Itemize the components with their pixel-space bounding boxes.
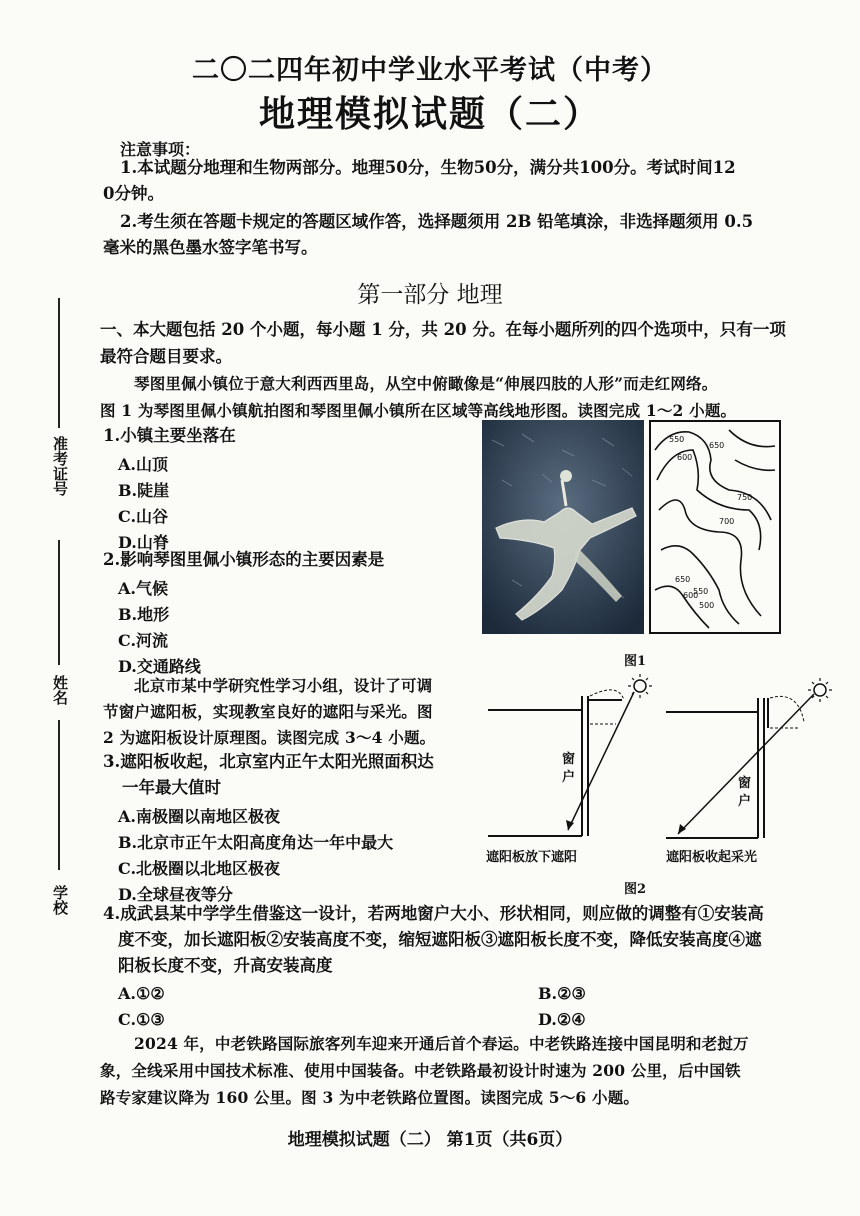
q4-option-c: C.①③ bbox=[118, 1010, 165, 1029]
contour-label-5: 750 bbox=[737, 493, 753, 502]
exam-title: 二〇二四年初中学业水平考试（中考） bbox=[192, 55, 668, 86]
q4-option-d: D.②④ bbox=[538, 1010, 586, 1029]
contour-label-6: 650 bbox=[675, 575, 691, 584]
paper-title: 地理模拟试题（二） bbox=[258, 93, 601, 135]
side-line-1 bbox=[58, 298, 60, 428]
contour-label-8: 550 bbox=[693, 587, 709, 596]
q3-option-b: B.北京市正午太阳高度角达一年中最大 bbox=[118, 833, 394, 852]
contour-label-3: 650 bbox=[709, 441, 725, 450]
q3-stem-a: 3.遮阳板收起，北京室内正午太阳光照面积达 bbox=[103, 752, 434, 771]
notes-heading: 注意事项： bbox=[120, 140, 201, 159]
fig2-right-window-char2: 户 bbox=[738, 794, 752, 809]
q4-stem-a: 4.成武县某中学学生借鉴这一设计，若两地窗户大小、形状相同，则应做的调整有①安装高 bbox=[103, 904, 764, 923]
passage3-line3: 路专家建议降为 160 公里。图 3 为中老铁路位置图。读图完成 5～6 小题。 bbox=[100, 1088, 640, 1107]
page-footer: 地理模拟试题（二） 第1页（共6页） bbox=[287, 1130, 573, 1150]
fig2-left-label: 遮阳板放下遮阳 bbox=[486, 850, 578, 865]
fig2-left-window-char2: 户 bbox=[562, 770, 576, 785]
q4-stem-c: 阳板长度不变，升高安装高度 bbox=[118, 956, 333, 975]
q2-option-c: C.河流 bbox=[118, 631, 169, 650]
q2-option-d: D.交通路线 bbox=[118, 657, 201, 676]
contour-label-9: 500 bbox=[699, 601, 715, 610]
contour-label-1: 550 bbox=[669, 435, 685, 444]
fig2-right-diagram bbox=[664, 672, 844, 842]
note-2b: 毫米的黑色墨水签字笔书写。 bbox=[103, 238, 318, 257]
passage3-line1: 2024 年，中老铁路国际旅客列车迎来开通后首个春运。中老铁路连接中国昆明和老挝万 bbox=[134, 1034, 749, 1053]
fig2-right-label: 遮阳板收起采光 bbox=[666, 850, 758, 865]
q1-option-d: D.山脊 bbox=[118, 533, 169, 552]
side-label-school: 学校 bbox=[51, 885, 69, 915]
note-2a: 2.考生须在答题卡规定的答题区域作答，选择题须用 2B 铅笔填涂，非选择题须用 0.5 bbox=[120, 212, 754, 231]
passage2-line3: 2 为遮阳板设计原理图。读图完成 3～4 小题。 bbox=[103, 728, 436, 747]
section-title: 第一部分 地理 bbox=[357, 282, 503, 308]
fig2-caption: 图2 bbox=[624, 882, 647, 897]
q2-option-b: B.地形 bbox=[118, 605, 170, 624]
q4-option-b: B.②③ bbox=[538, 984, 586, 1003]
fig2-left-window-char1: 窗 bbox=[562, 752, 576, 767]
q4-stem-b: 度不变，加长遮阳板②安装高度不变，缩短遮阳板③遮阳板长度不变，降低安装高度④遮 bbox=[118, 930, 762, 949]
fig1-caption: 图1 bbox=[624, 654, 647, 669]
q3-option-a: A.南极圈以南地区极夜 bbox=[118, 807, 280, 826]
q2-stem: 2.影响琴图里佩小镇形态的主要因素是 bbox=[103, 550, 385, 569]
side-line-2 bbox=[58, 540, 60, 665]
fig1-aerial-photo bbox=[482, 420, 644, 634]
passage2-line2: 节窗户遮阳板，实现教室良好的遮阳与采光。图 bbox=[103, 702, 433, 721]
q1-option-b: B.陡崖 bbox=[118, 481, 170, 500]
q1-option-c: C.山谷 bbox=[118, 507, 169, 526]
q3-option-c: C.北极圈以北地区极夜 bbox=[118, 859, 281, 878]
passage3-line2: 象，全线采用中国技术标准、使用中国装备。中老铁路最初设计时速为 200 公里，后中国铁 bbox=[100, 1061, 741, 1080]
q3-stem-b: 一年最大值时 bbox=[122, 778, 221, 797]
contour-label-4: 700 bbox=[719, 517, 735, 526]
q3-option-d: D.全球昼夜等分 bbox=[118, 885, 233, 904]
contour-label-2: 600 bbox=[677, 453, 693, 462]
note-1b: 0分钟。 bbox=[103, 184, 164, 203]
q4-option-a: A.①② bbox=[118, 984, 165, 1003]
q1-option-a: A.山顶 bbox=[118, 455, 168, 474]
side-label-exam-no: 准考证号 bbox=[51, 436, 69, 496]
fig2-right-window-char1: 窗 bbox=[738, 776, 752, 791]
q1-stem: 1.小镇主要坐落在 bbox=[103, 426, 236, 445]
q2-option-a: A.气候 bbox=[118, 579, 168, 598]
note-1a: 1.本试题分地理和生物两部分。地理50分，生物50分，满分共100分。考试时间12 bbox=[120, 158, 736, 177]
side-line-3 bbox=[58, 720, 60, 870]
passage1-a: 琴图里佩小镇位于意大利西西里岛，从空中俯瞰像是“伸展四肢的人形”而走红网络。 bbox=[134, 374, 718, 393]
part1-instr-b: 最符合题目要求。 bbox=[100, 347, 232, 366]
fig1-contour-map bbox=[649, 420, 781, 634]
part1-instr-a: 一、本大题包括 20 个小题，每小题 1 分，共 20 分。在每小题所列的四个选项中，只有一项 bbox=[100, 320, 786, 339]
side-label-name: 姓名 bbox=[51, 675, 69, 705]
contour-label-7: 600 bbox=[683, 591, 699, 600]
passage2-line1: 北京市某中学研究性学习小组，设计了可调 bbox=[134, 676, 433, 695]
passage1-b: 图 1 为琴图里佩小镇航拍图和琴图里佩小镇所在区域等高线地形图。读图完成 1～2 小题。 bbox=[100, 401, 737, 420]
